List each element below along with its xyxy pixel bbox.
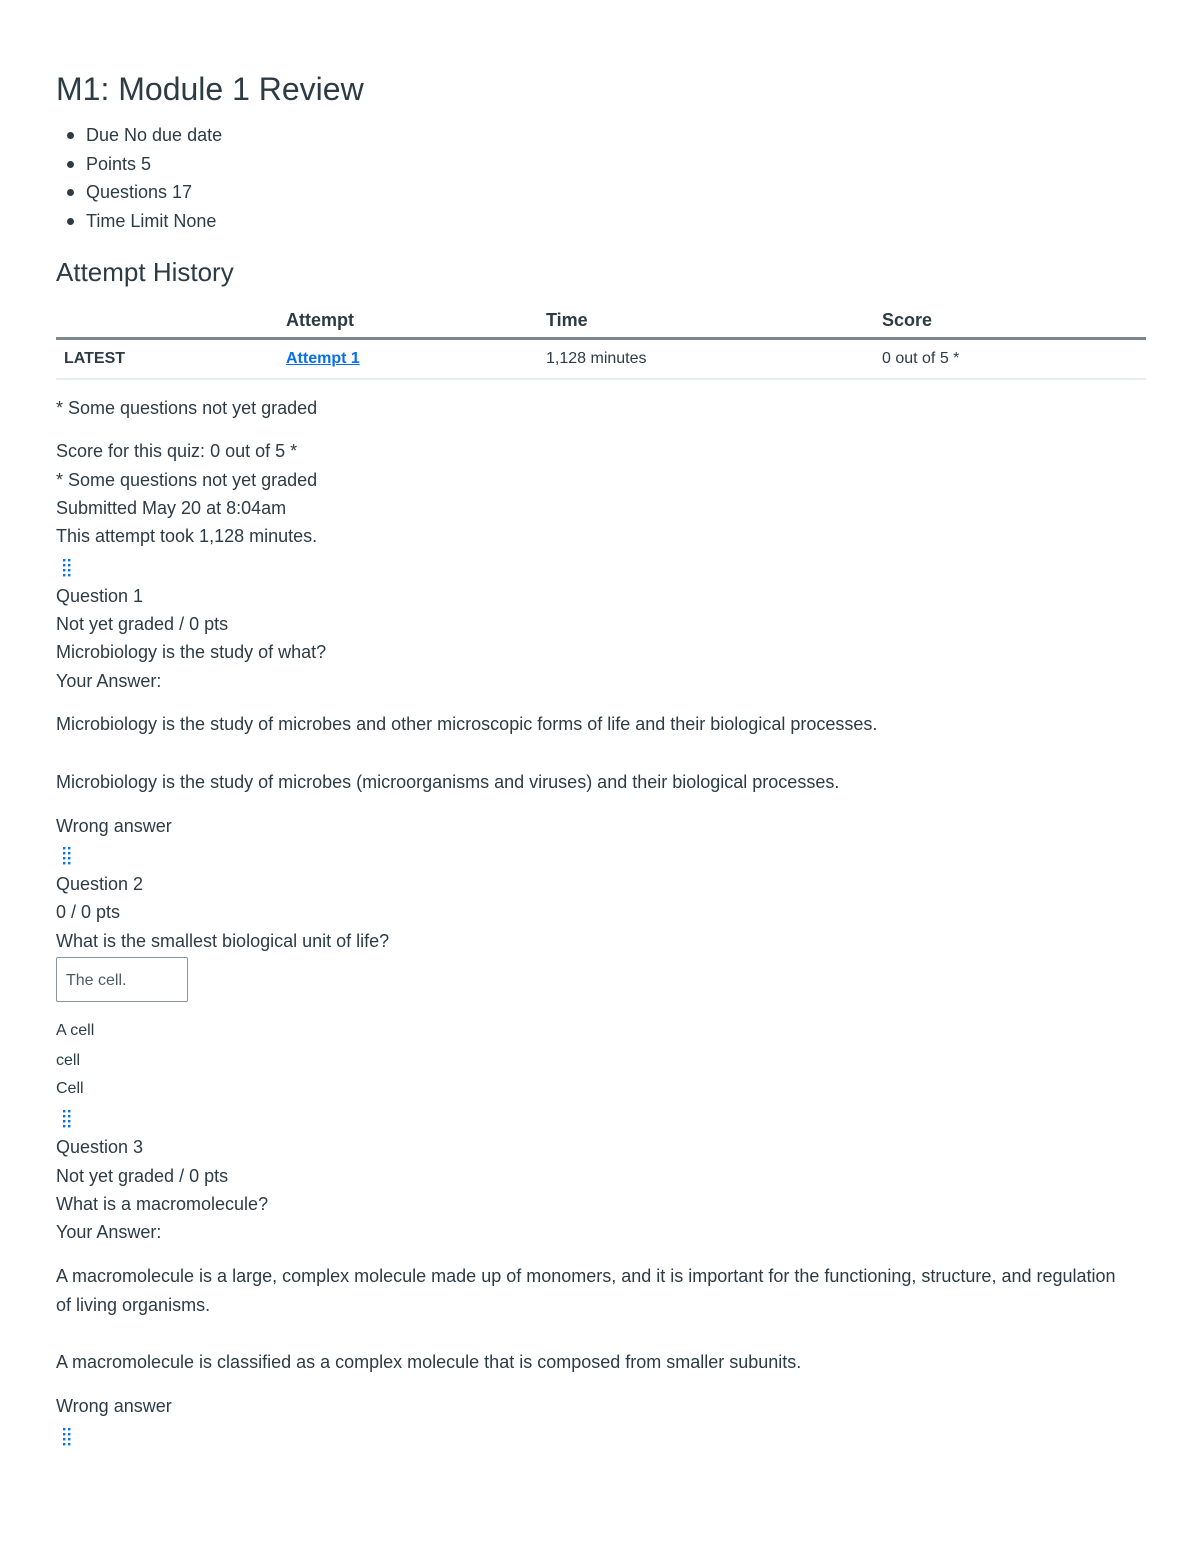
history-footnote: * Some questions not yet graded <box>56 398 318 418</box>
question-points: 0 / 0 pts <box>56 902 121 922</box>
score-for-quiz: Score for this quiz: 0 out of 5 * <box>56 441 298 461</box>
question-prompt: Microbiology is the study of what? <box>56 642 327 662</box>
column-header-time: Time <box>546 304 882 339</box>
attempt-cell <box>286 339 546 380</box>
your-answer-label: Your Answer: <box>56 671 162 691</box>
table-header-row <box>56 304 1146 339</box>
drag-handle-icon[interactable] <box>60 845 74 867</box>
correct-answer-text: Microbiology is the study of microbes (microorganisms and viruses) and their biological processes. <box>56 772 840 792</box>
accepted-answer: Cell <box>56 1080 84 1097</box>
answer-result: Wrong answer <box>56 1396 172 1416</box>
your-answer-label: Your Answer: <box>56 1222 162 1242</box>
drag-handle-icon[interactable] <box>60 1426 74 1448</box>
question-points: Not yet graded / 0 pts <box>56 614 229 634</box>
question-prompt: What is the smallest biological unit of life? <box>56 931 390 951</box>
detail-questions: Questions 17 <box>56 178 222 207</box>
drag-handle-icon[interactable] <box>60 1108 74 1130</box>
attempt-history-heading: Attempt History <box>56 257 234 287</box>
answer-input[interactable]: The cell. <box>56 957 188 1002</box>
accepted-answer: A cell <box>56 1022 95 1039</box>
question-title: Question 3 <box>56 1137 144 1157</box>
detail-points: Points 5 <box>56 150 222 179</box>
quiz-details <box>56 121 222 235</box>
your-answer-text: A macromolecule is a large, complex molecule made up of monomers, and it is important for the functioning, structure, and regulation of living organisms. <box>56 1266 1116 1315</box>
attempt-duration: This attempt took 1,128 minutes. <box>56 526 318 546</box>
table-row <box>56 339 1146 380</box>
column-header-attempt: Attempt <box>286 304 546 339</box>
column-header-score: Score <box>882 304 1146 339</box>
question-title: Question 2 <box>56 874 144 894</box>
question-title: Question 1 <box>56 586 144 606</box>
question-prompt: What is a macromolecule? <box>56 1194 269 1214</box>
your-answer-text: Microbiology is the study of microbes and other microscopic forms of life and their biological processes. <box>56 714 878 734</box>
attempt-link[interactable]: Attempt 1 <box>286 350 360 367</box>
latest-label: LATEST <box>56 339 286 380</box>
answer-result: Wrong answer <box>56 816 172 836</box>
score-cell: 0 out of 5 * <box>882 339 1146 380</box>
correct-answer-text: A macromolecule is classified as a complex molecule that is composed from smaller subunits. <box>56 1352 802 1372</box>
drag-handle-icon[interactable] <box>60 557 74 579</box>
page-title: M1: Module 1 Review <box>56 71 364 107</box>
detail-due: Due No due date <box>56 121 222 150</box>
accepted-answer: cell <box>56 1052 81 1069</box>
time-cell: 1,128 minutes <box>546 339 882 380</box>
detail-time-limit: Time Limit None <box>56 207 222 236</box>
question-points: Not yet graded / 0 pts <box>56 1166 229 1186</box>
grading-note: * Some questions not yet graded <box>56 470 318 490</box>
attempt-history-table <box>56 304 1146 380</box>
column-header-blank <box>56 304 286 339</box>
submitted-time: Submitted May 20 at 8:04am <box>56 498 287 518</box>
